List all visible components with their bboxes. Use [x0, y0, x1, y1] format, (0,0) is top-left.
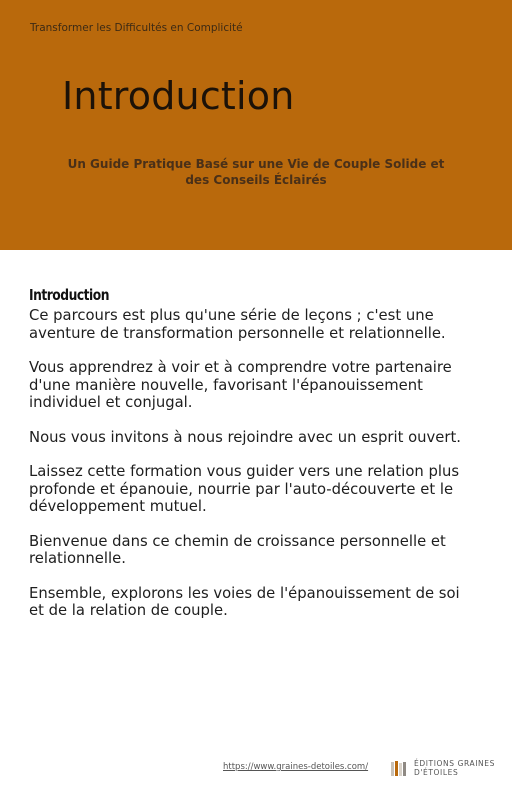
header-band	[0, 0, 512, 250]
page-footer	[0, 756, 512, 780]
content-section	[29, 284, 479, 637]
paragraph-3: Nous vous invitons à nous rejoindre avec un esprit ouvert.	[29, 428, 461, 446]
website-link[interactable]: https://www.graines-detoiles.com/	[223, 762, 369, 772]
page-subtitle: Un Guide Pratique Basé sur une Vie de Couple Solide et des Conseils Éclairés	[67, 157, 445, 187]
paragraph-1: Ce parcours est plus qu'une série de leçons ; c'est une aventure de transformation personnelle et relationnelle.	[29, 307, 446, 342]
books-logo-icon	[390, 760, 408, 777]
running-title: Transformer les Difficultés en Complicité	[30, 22, 243, 34]
publisher-name: ÉDITIONS GRAINES D'ÉTOILES	[414, 759, 495, 777]
paragraph-6: Ensemble, explorons les voies de l'épanouissement de soi et de la relation de couple.	[29, 584, 460, 619]
page-title: Introduction	[62, 74, 295, 118]
section-heading: Introduction	[29, 286, 109, 304]
paragraph-4: Laissez cette formation vous guider vers une relation plus profonde et épanouie, nourrie par l'auto-découverte et le développement mutuel.	[29, 463, 460, 515]
paragraph-5: Bienvenue dans ce chemin de croissance personnelle et relationnelle.	[29, 532, 446, 567]
paragraph-2: Vous apprendrez à voir et à comprendre votre partenaire d'une manière nouvelle, favorisant l'épanouissement individuel et conjugal.	[29, 359, 452, 411]
